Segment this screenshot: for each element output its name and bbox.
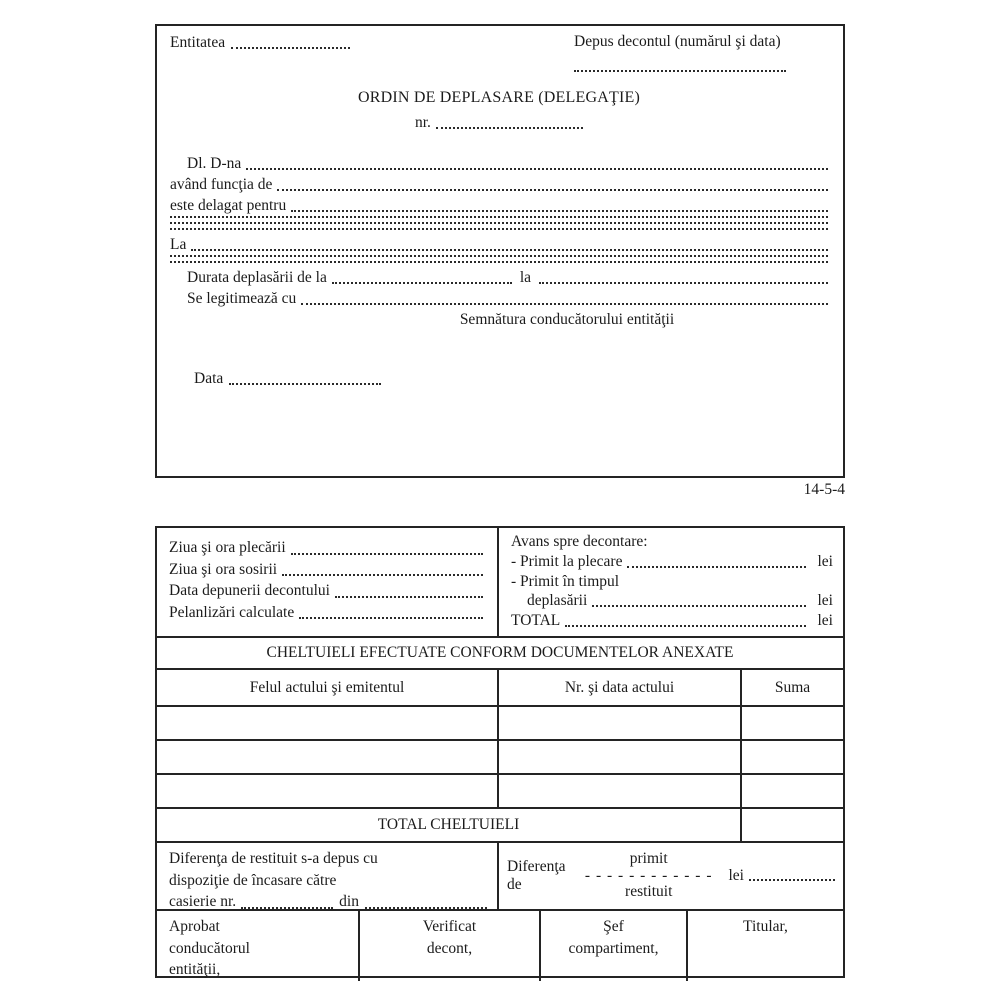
verificat-line: decont, [426,939,473,957]
received-departure-fill[interactable] [627,566,805,568]
restituit-label: restituit [625,883,673,901]
departure-day-label: Ziua şi ora plecării [169,539,286,556]
sef-line: Şef [603,918,624,935]
received-during-fill[interactable] [592,605,805,607]
casierie-label: casierie nr. [169,893,237,910]
blank-fill[interactable] [170,261,828,263]
received-during-label: - Primit în timpul [511,572,620,590]
departure-day-fill[interactable] [291,553,483,555]
arrival-day-fill[interactable] [282,574,483,576]
legitimeaza-fill[interactable] [301,303,828,305]
expenses-section-title: CHELTUIELI EFECTUATE CONFORM DOCUMENTELOR ANEXATE [266,644,734,661]
advance-title: Avans spre decontare: [511,533,648,550]
order-number-line [415,112,583,133]
received-departure-line [511,552,833,572]
col-nr-data-header: Nr. şi data actului [499,670,742,705]
functia-label: având funcţia de [170,176,273,193]
penalties-line [169,602,483,624]
primit-restituit-divider: - - - - - - - - - - - - [584,866,713,884]
entitatea-label: Entitatea [170,34,226,51]
sef-line: compartiment, [568,939,659,957]
blank-fill[interactable] [170,228,828,230]
entitatea-line [170,32,350,53]
functia-line [170,174,828,195]
expense-entry-row [157,773,843,807]
expenses-header-row [157,636,843,668]
departure-line [169,537,483,559]
aprobat-line: entităţii, [169,961,221,978]
travel-order-section [155,24,845,478]
difference-lei-fill[interactable] [749,879,835,881]
entitatea-fill[interactable] [231,47,350,49]
depus-decontul-label: Depus decontul (numărul şi data) [574,33,781,50]
submission-date-fill[interactable] [335,596,483,598]
difference-deposit-line2: dispoziţie de încasare către [169,871,337,889]
advance-total-label: TOTAL [511,612,561,630]
dl-dna-line [170,153,828,174]
blank-fill[interactable] [170,216,828,218]
durata-line [170,267,828,288]
dl-dna-fill[interactable] [246,168,828,170]
difference-label: Diferenţa de [507,858,566,893]
received-during-line [511,591,833,611]
primit-restituit-stack [585,851,713,901]
total-expenses-row [157,807,843,841]
verificat-line: Verificat [422,918,477,935]
arrival-day-label: Ziua şi ora sosirii [169,560,278,578]
primit-label: primit [629,850,668,868]
la-line [170,234,828,255]
total-expenses-suma-cell[interactable] [742,809,843,841]
dl-dna-label: Dl. D-na [187,155,242,172]
advance-total-fill[interactable] [565,625,805,627]
order-body [170,153,828,389]
durata-from-fill[interactable] [332,282,512,284]
expense-report-section [155,526,845,978]
din-label: din [339,893,359,910]
expense-cell-nr-data[interactable] [499,707,742,739]
penalties-fill[interactable] [299,617,483,619]
advance-total-line [511,611,833,631]
deplasarii-label: deplasării [527,592,588,610]
lei-label: lei [817,592,833,610]
data-label: Data [194,370,224,387]
form-title: ORDIN DE DEPLASARE (DELEGAŢIE) [358,89,640,106]
times-advance-row [157,528,843,636]
data-fill[interactable] [229,383,381,385]
times-cell [157,528,499,636]
difference-deposit-cell [157,843,499,909]
depus-decontul-block [574,33,786,72]
total-expenses-label: TOTAL CHELTUIELI [157,809,742,841]
lei-label: lei [728,867,744,884]
durata-label: Durata deplasării de la [187,269,327,286]
data-line [170,368,828,389]
difference-deposit-line1: Diferenţa de restituit s-a depus cu [169,850,378,867]
difference-row [157,841,843,909]
order-top-row [170,32,828,80]
functia-fill[interactable] [277,189,828,191]
expense-entry-row [157,739,843,773]
expenses-column-header-row [157,668,843,705]
aprobat-line: Aprobat [169,918,220,935]
sef-compartiment-cell[interactable] [541,911,688,981]
semnatura-conducator-label: Semnătura conducătorului entităţii [459,311,675,328]
submission-line [169,580,483,602]
legitimeaza-line [170,288,828,309]
nr-fill[interactable] [436,127,583,129]
received-departure-label: - Primit la plecare [511,552,623,570]
difference-lei-group [729,867,836,885]
delegat-fill[interactable] [291,210,828,212]
aprobat-cell[interactable] [157,911,360,981]
expense-cell-suma[interactable] [742,775,843,807]
form-code: 14-5-4 [803,481,845,498]
blank-fill[interactable] [170,222,828,224]
expense-cell-felul[interactable] [157,775,499,807]
signatures-row [157,909,843,981]
durata-to-fill[interactable] [539,282,828,284]
la-label: La [170,236,187,253]
depus-decontul-fill[interactable] [574,56,786,72]
col-suma-header: Suma [774,678,811,696]
blank-fill[interactable] [170,255,828,257]
arrival-line [169,559,483,581]
advance-cell [499,528,843,636]
durata-la-label: la [519,269,532,286]
expense-cell-felul[interactable] [157,741,499,773]
la-fill[interactable] [191,249,828,251]
titular-line: Titular, [743,918,788,935]
expense-entry-row [157,705,843,739]
lei-label: lei [817,612,833,630]
expense-cell-suma[interactable] [742,707,843,739]
verificat-cell[interactable] [360,911,541,981]
expense-cell-nr-data[interactable] [499,775,742,807]
delegat-line [170,195,828,216]
delegat-label: este delagat pentru [170,197,287,214]
titular-cell[interactable] [688,911,843,981]
submission-date-label: Data depunerii decontului [169,582,330,599]
lei-label: lei [817,552,833,570]
expense-cell-suma[interactable] [742,741,843,773]
penalties-label: Pelanlizări calculate [169,603,295,621]
expense-cell-nr-data[interactable] [499,741,742,773]
aprobat-line: conducătorul [169,939,250,957]
expense-cell-felul[interactable] [157,707,499,739]
col-felul-header: Felul actului şi emitentul [157,670,499,705]
difference-amount-cell [499,843,843,909]
legitimeaza-label: Se legitimează cu [187,290,297,307]
nr-label: nr. [415,114,431,131]
